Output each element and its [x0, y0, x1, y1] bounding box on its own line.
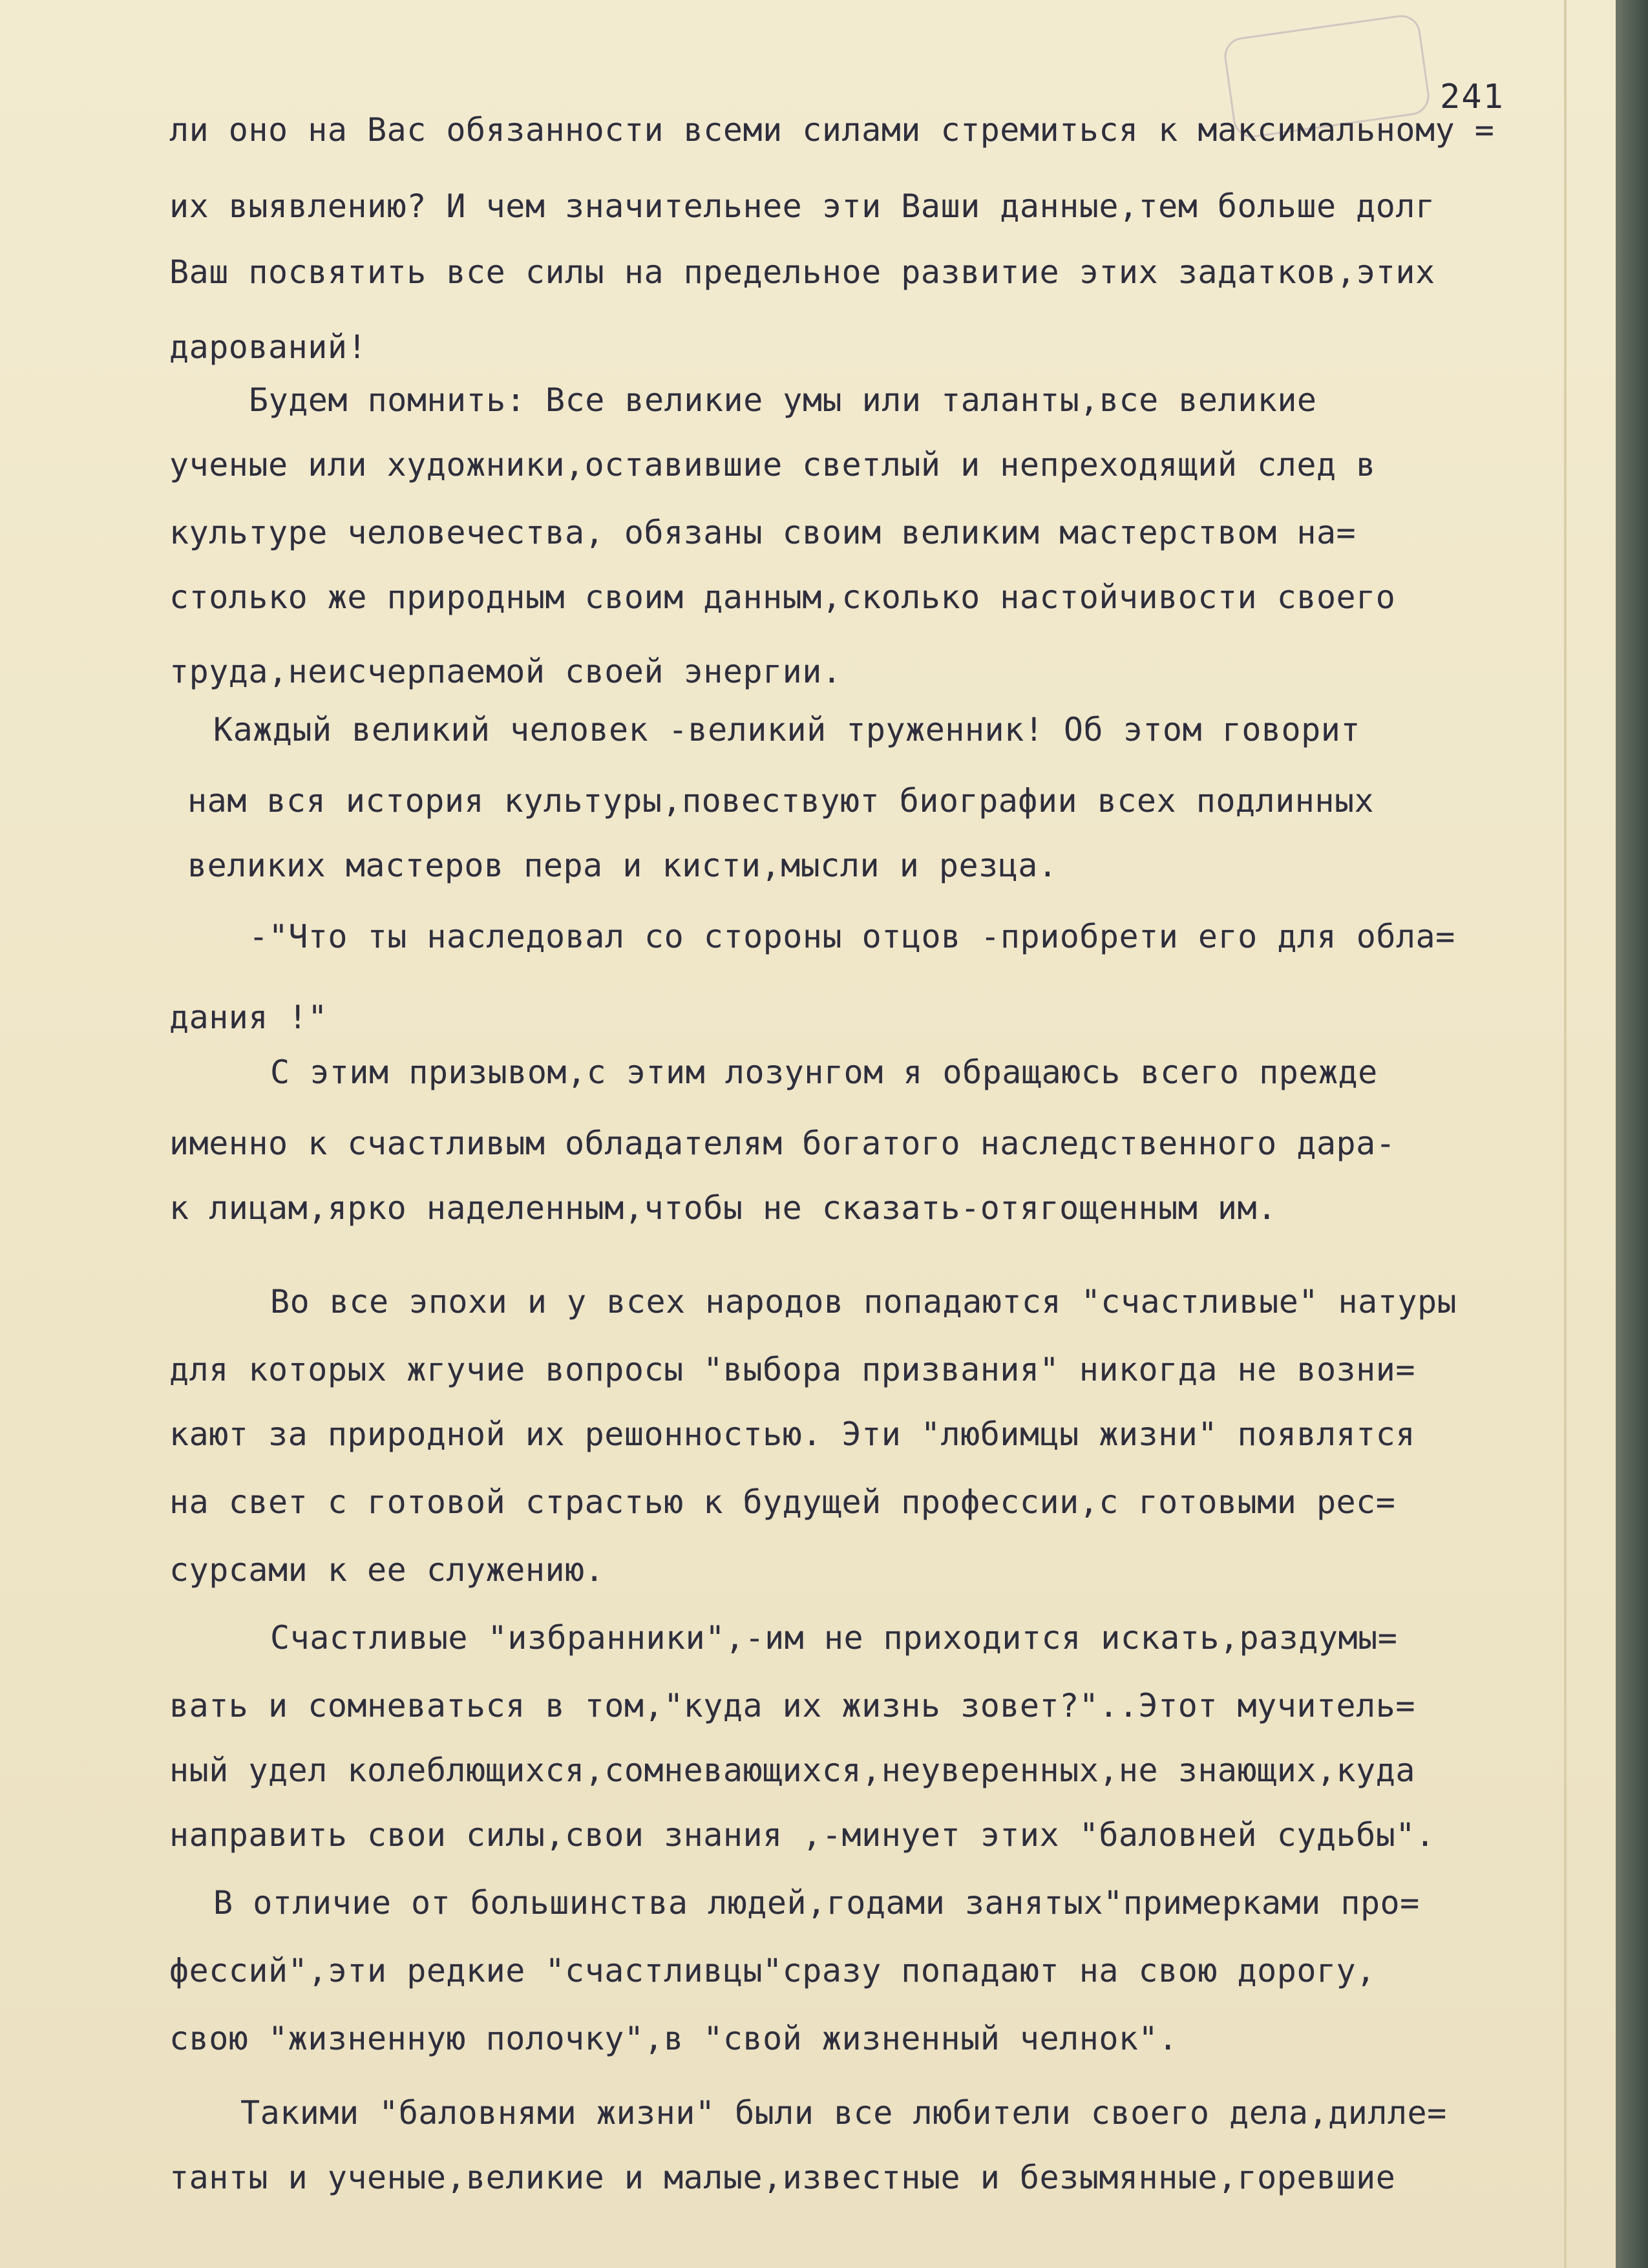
text-line: столько же природным своим данным,сколько настойчивости своего [169, 578, 1396, 616]
text-line: танты и ученые,великие и малые,известные и безымянные,горевшие [169, 2159, 1396, 2196]
text-line: нам вся история культуры,повествуют биографии всех подлинных [187, 782, 1375, 820]
text-line: их выявлению? И чем значительнее эти Ваши данные,тем больше долг [169, 187, 1435, 225]
text-line: для которых жгучие вопросы "выбора призвания" никогда не возни= [169, 1351, 1415, 1388]
text-line: именно к счастливым обладателям богатого наследственного дара- [169, 1125, 1396, 1162]
text-line: ли оно на Вас обязанности всеми силами стремиться к максимальному = [169, 111, 1495, 149]
text-line: ный удел колеблющихся,сомневающихся,неуверенных,не знающих,куда [169, 1752, 1415, 1789]
text-line: вать и сомневаться в том,"куда их жизнь зовет?"..Этот мучитель= [169, 1687, 1415, 1724]
page-edge [1564, 0, 1567, 2268]
text-line: Такими "баловнями жизни" были все любители своего дела,дилле= [240, 2094, 1447, 2132]
text-line: направить свои силы,свои знания ,-минует этих "баловней судьбы". [169, 1816, 1435, 1854]
background-edge [1616, 0, 1648, 2268]
text-line: фессий",эти редкие "счастливцы"сразу попадают на свою дорогу, [169, 1952, 1376, 1989]
text-line: к лицам,ярко наделенным,чтобы не сказать-отягощенным им. [169, 1189, 1277, 1227]
text-line: свою "жизненную полочку",в "свой жизненный челнок". [169, 2020, 1178, 2057]
text-line: Каждый великий человек -великий труженник! Об этом говорит [213, 711, 1360, 748]
text-line: Во все эпохи и у всех народов попадаются "счастливые" натуры [270, 1283, 1457, 1320]
text-line: -"Что ты наследовал со стороны отцов -приобрети его для обла= [249, 918, 1455, 955]
text-line: сурсами к ее служению. [169, 1551, 605, 1589]
text-line: С этим призывом,с этим лозунгом я обращаюсь всего прежде [270, 1054, 1378, 1091]
text-line: труда,неисчерпаемой своей энергии. [169, 653, 842, 690]
text-line: великих мастеров пера и кисти,мысли и резца. [187, 847, 1058, 884]
text-line: кают за природной их решонностью. Эти "любимцы жизни" появлятся [169, 1415, 1415, 1453]
text-line: Будем помнить: Все великие умы или таланты,все великие [249, 381, 1317, 419]
text-line: культуре человечества, обязаны своим великим мастерством на= [169, 514, 1357, 551]
text-line: дарований! [169, 328, 368, 366]
text-line: В отличие от большинства людей,годами занятых"примерками про= [213, 1884, 1420, 1922]
text-line: дания !" [169, 999, 328, 1036]
text-line: Ваш посвятить все силы на предельное развитие этих задатков,этих [169, 253, 1435, 291]
text-line: на свет с готовой страстью к будущей профессии,с готовыми рес= [169, 1483, 1396, 1521]
page-number: 241 [1440, 78, 1505, 116]
text-line: ученые или художники,оставившие светлый и непреходящий след в [169, 446, 1376, 483]
text-line: Счастливые "избранники",-им не приходится искать,раздумы= [270, 1619, 1398, 1657]
